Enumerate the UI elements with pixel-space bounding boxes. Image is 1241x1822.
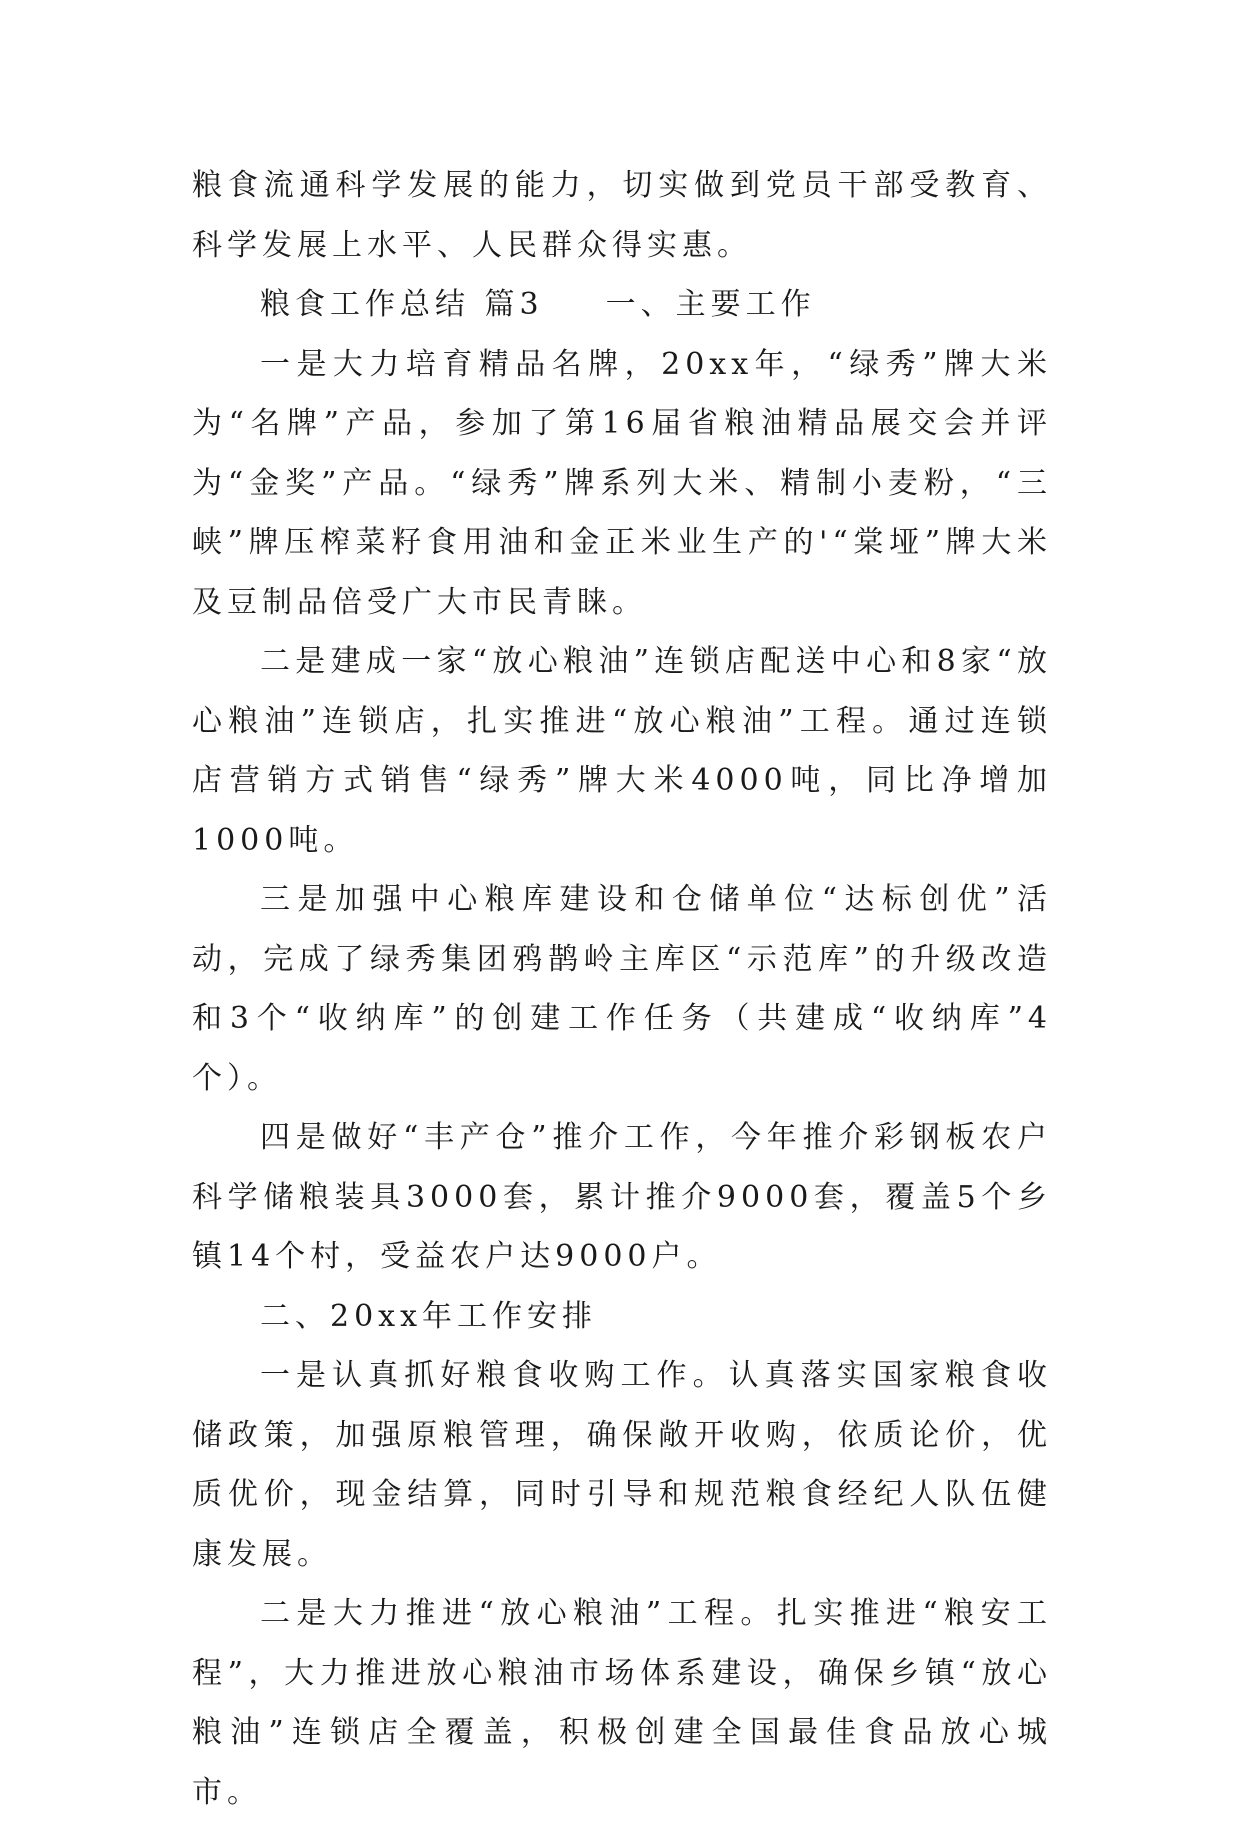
body-paragraph-3: 三是加强中心粮库建设和仓储单位“达标创优”活动，完成了绿秀集团鸦鹊岭主库区“示范库”的升级改造和3个“收纳库”的创建工作任务（共建成“收纳库”4个）。 [192, 882, 1052, 1096]
plan-paragraph-2: 二是大力推进“放心粮油”工程。扎实推进“粮安工程”，大力推进放心粮油市场体系建设，确保乡镇“放心粮油”连锁店全覆盖，积极创建全国最佳食品放心城市。 [192, 1596, 1052, 1810]
section-heading [192, 275, 1052, 335]
section2-heading: 二、20xx年工作安排 [260, 1298, 598, 1334]
section-subtitle: 一、主要工作 [605, 287, 816, 322]
continuation-paragraph: 粮食流通科学发展的能力，切实做到党员干部受教育、科学发展上水平、人民群众得实惠。 [192, 168, 1052, 263]
document-body [192, 156, 1052, 1822]
section-title: 粮食工作总结 篇3 [260, 287, 544, 322]
plan-paragraph-1: 一是认真抓好粮食收购工作。认真落实国家粮食收储政策，加强原粮管理，确保敞开收购，依质论价，优质优价，现金结算，同时引导和规范粮食经纪人队伍健康发展。 [192, 1358, 1052, 1572]
body-paragraph-2: 二是建成一家“放心粮油”连锁店配送中心和8家“放心粮油”连锁店，扎实推进“放心粮油”工程。通过连锁店营销方式销售“绿秀”牌大米4000吨，同比净增加1000吨。 [192, 644, 1052, 858]
body-paragraph-4: 四是做好“丰产仓”推介工作，今年推介彩钢板农户科学储粮装具3000套，累计推介9000套，覆盖5个乡镇14个村，受益农户达9000户。 [192, 1120, 1052, 1274]
body-paragraph-1: 一是大力培育精品名牌，20xx年，“绿秀”牌大米为“名牌”产品，参加了第16届省粮油精品展交会并评为“金奖”产品。“绿秀”牌系列大米、精制小麦粉，“三峡”牌压榨菜籽食用油和金正米业生产的'“棠垭”牌大米及豆制品倍受广大市民青睐。 [192, 346, 1052, 620]
